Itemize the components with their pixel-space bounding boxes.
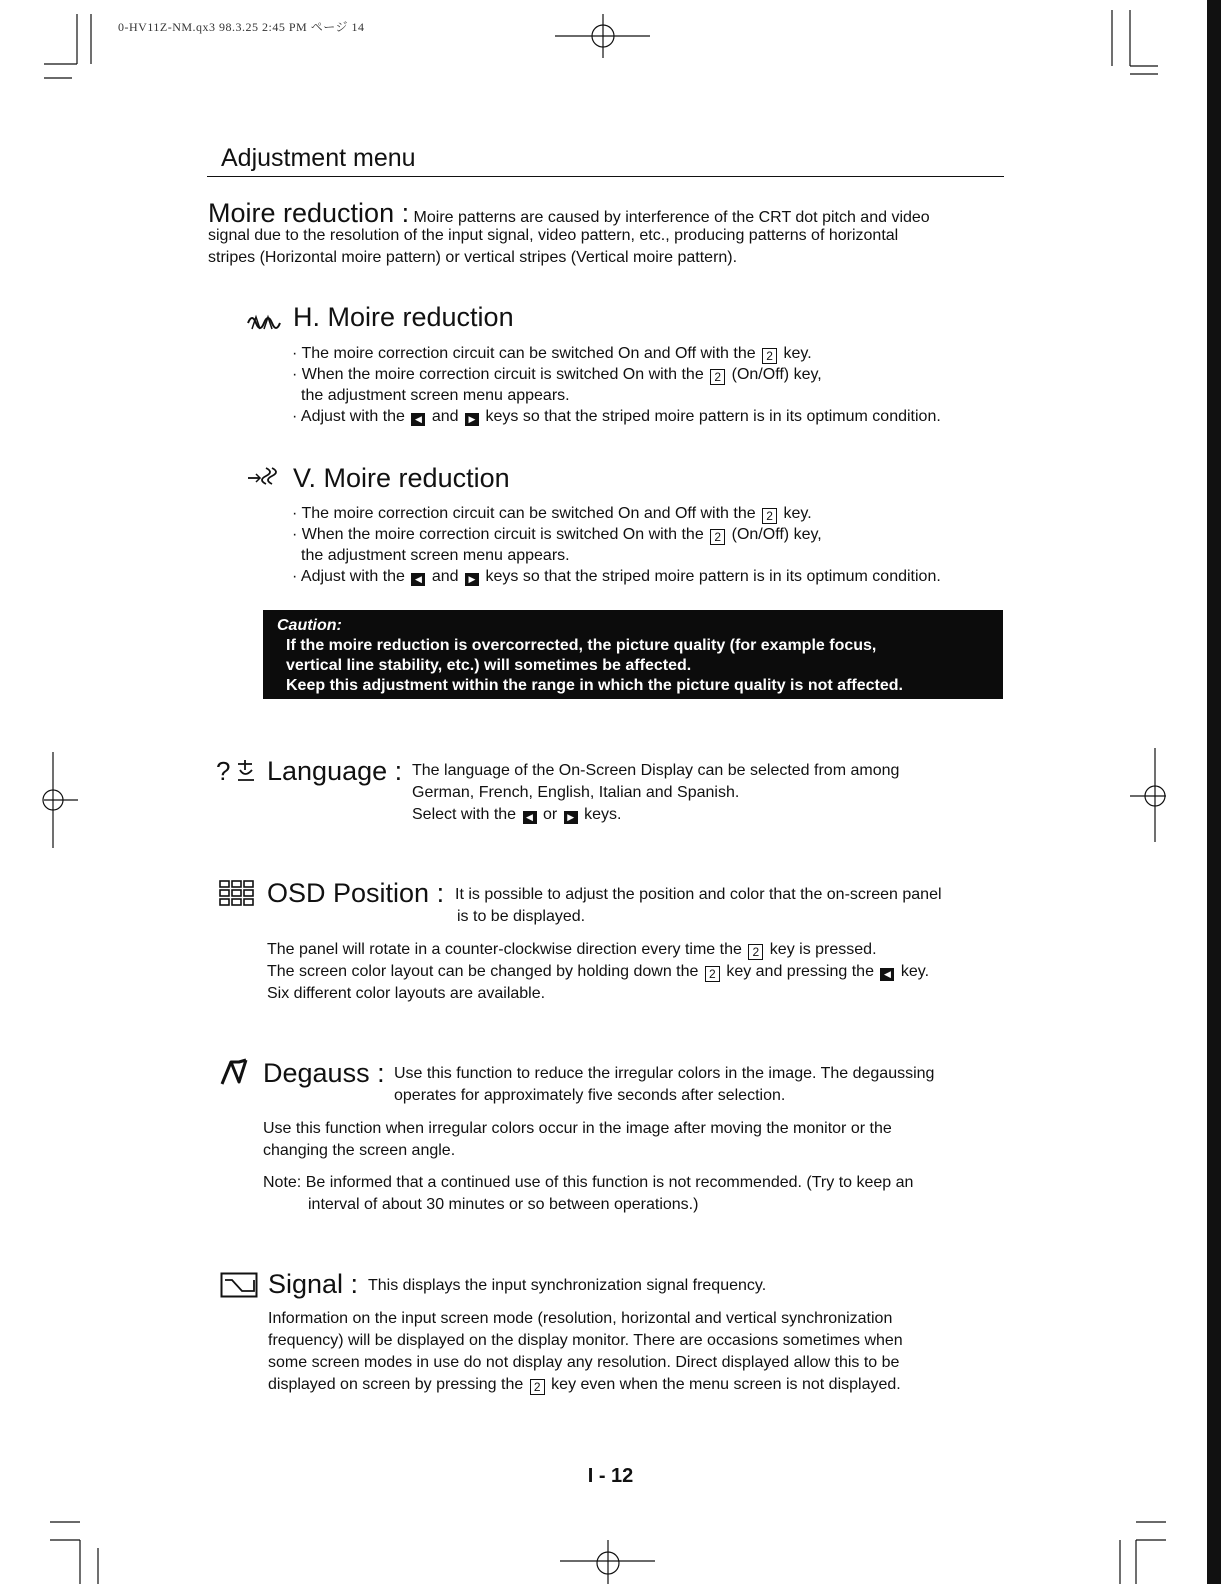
right-arrow-key-icon: ▶ — [564, 811, 578, 824]
signal-heading: Signal : — [268, 1269, 359, 1299]
degauss-body — [263, 1118, 913, 1216]
language-desc: The language of the On-Screen Display can be selected from among German, French, English, Italian and Spanish. Select with the ◀ or ▶ keys. — [412, 762, 900, 823]
h-moire-icon — [246, 309, 282, 331]
h-moire-bullets — [292, 343, 941, 427]
caution-line3: Keep this adjustment within the range in which the picture quality is not affected. — [286, 677, 903, 694]
registration-mark-icon — [590, 23, 616, 49]
signal-p2: frequency) will be displayed on the display monitor. There are occasions sometimes when — [268, 1332, 903, 1349]
degauss-desc — [394, 1063, 934, 1107]
moire-intro-line3: stripes (Horizontal moire pattern) or vertical stripes (Vertical moire pattern). — [208, 249, 738, 266]
key-2-icon: 2 — [762, 508, 777, 524]
key-2-icon: 2 — [710, 529, 725, 545]
degauss-line2: operates for approximately five seconds after selection. — [394, 1087, 786, 1104]
osd-body: The panel will rotate in a counter-clockwise direction every time the 2 key is pressed. The screen color layout can be changed by holding down the 2 key and pressing the ◀ key. Six different color layouts are available. — [267, 939, 929, 1005]
key-2-icon: 2 — [705, 966, 720, 982]
v-moire-bullets — [292, 503, 941, 587]
language-line2: German, French, English, Italian and Spanish. — [412, 784, 740, 801]
osd-line1: It is possible to adjust the position and color that the on-screen panel — [455, 886, 942, 903]
moire-section — [208, 198, 1008, 269]
caution-label: Caution: — [277, 617, 342, 634]
degauss-p1: Use this function when irregular colors occur in the image after moving the monitor or the — [263, 1120, 892, 1137]
osd-position-icon — [219, 880, 255, 906]
v-moire-title: V. Moire reduction — [293, 463, 510, 493]
registration-mark-icon — [1143, 784, 1167, 808]
degauss-icon — [219, 1058, 249, 1086]
degauss-heading: Degauss : — [263, 1058, 385, 1088]
caution-line1: If the moire reduction is overcorrected, the picture quality (for example focus, — [286, 637, 877, 654]
moire-intro-line2: signal due to the resolution of the input signal, video pattern, etc., producing patterns of horizontal — [208, 227, 899, 244]
right-arrow-key-icon: ▶ — [465, 573, 479, 586]
osd-p3: Six different color layouts are available. — [267, 985, 546, 1002]
right-arrow-key-icon: ▶ — [465, 413, 479, 426]
list-item: · The moire correction circuit can be switched On and Off with the 2 key. — [292, 345, 812, 363]
degauss-line1: Use this function to reduce the irregular colors in the image. The degaussing — [394, 1065, 935, 1082]
registration-mark-icon — [41, 788, 65, 812]
page-number: I - 12 — [587, 1465, 634, 1487]
left-arrow-key-icon: ◀ — [880, 968, 894, 981]
registration-mark-icon — [595, 1550, 621, 1576]
moire-heading: Moire reduction : — [208, 198, 410, 228]
language-line1: The language of the On-Screen Display can be selected from among — [412, 762, 900, 779]
left-arrow-key-icon: ◀ — [411, 573, 425, 586]
left-arrow-key-icon: ◀ — [411, 413, 425, 426]
caution-line2: vertical line stability, etc.) will sometimes be affected. — [286, 657, 692, 674]
left-arrow-key-icon: ◀ — [523, 811, 537, 824]
scan-edge — [1207, 0, 1221, 1584]
signal-line1: This displays the input synchronization signal frequency. — [368, 1277, 767, 1294]
degauss-note2: interval of about 30 minutes or so between operations.) — [308, 1196, 699, 1213]
h-moire-title: H. Moire reduction — [293, 302, 514, 332]
signal-p1: Information on the input screen mode (resolution, horizontal and vertical synchronization — [268, 1310, 893, 1327]
degauss-p2: changing the screen angle. — [263, 1142, 456, 1159]
osd-desc — [455, 884, 942, 928]
signal-p3: some screen modes in use do not display any resolution. Direct displayed allow this to be — [268, 1354, 900, 1371]
moire-intro-line1: Moire patterns are caused by interference of the CRT dot pitch and video — [413, 209, 930, 226]
v-moire-icon — [246, 466, 282, 490]
osd-line2: is to be displayed. — [457, 908, 586, 925]
key-2-icon: 2 — [530, 1379, 545, 1395]
list-item: · When the moire correction circuit is switched On with the 2 (On/Off) key, the adjustment screen menu appears. — [292, 366, 822, 404]
key-2-icon: 2 — [762, 348, 777, 364]
osd-heading: OSD Position : — [267, 878, 445, 908]
signal-icon — [220, 1272, 258, 1298]
svg-text:?: ? — [216, 756, 231, 784]
language-heading: Language : — [267, 756, 403, 786]
language-icon — [216, 756, 260, 784]
key-2-icon: 2 — [710, 369, 725, 385]
caution-box — [263, 610, 1003, 699]
degauss-note1: Note: Be informed that a continued use of this function is not recommended. (Try to keep an — [263, 1174, 914, 1191]
list-item: · The moire correction circuit can be switched On and Off with the 2 key. — [292, 505, 812, 523]
list-item: · When the moire correction circuit is switched On with the 2 (On/Off) key, the adjustment screen menu appears. — [292, 526, 822, 564]
list-item: · Adjust with the ◀ and ▶ keys so that the striped moire pattern is in its optimum condition. — [292, 568, 941, 585]
title-rule — [207, 176, 1004, 177]
page-title: Adjustment menu — [221, 144, 416, 172]
list-item: · Adjust with the ◀ and ▶ keys so that the striped moire pattern is in its optimum condition. — [292, 408, 941, 425]
signal-body: Information on the input screen mode (resolution, horizontal and vertical synchronization frequency) will be displayed on the display monitor. There are occasions sometimes when some screen modes in use do not display any resolution. Direct displayed allow this to be displayed on screen by pressing the 2 key even when the menu screen is not displayed. — [268, 1310, 903, 1394]
print-header: 0-HV11Z-NM.qx3 98.3.25 2:45 PM ページ 14 — [118, 20, 365, 34]
key-2-icon: 2 — [748, 944, 763, 960]
